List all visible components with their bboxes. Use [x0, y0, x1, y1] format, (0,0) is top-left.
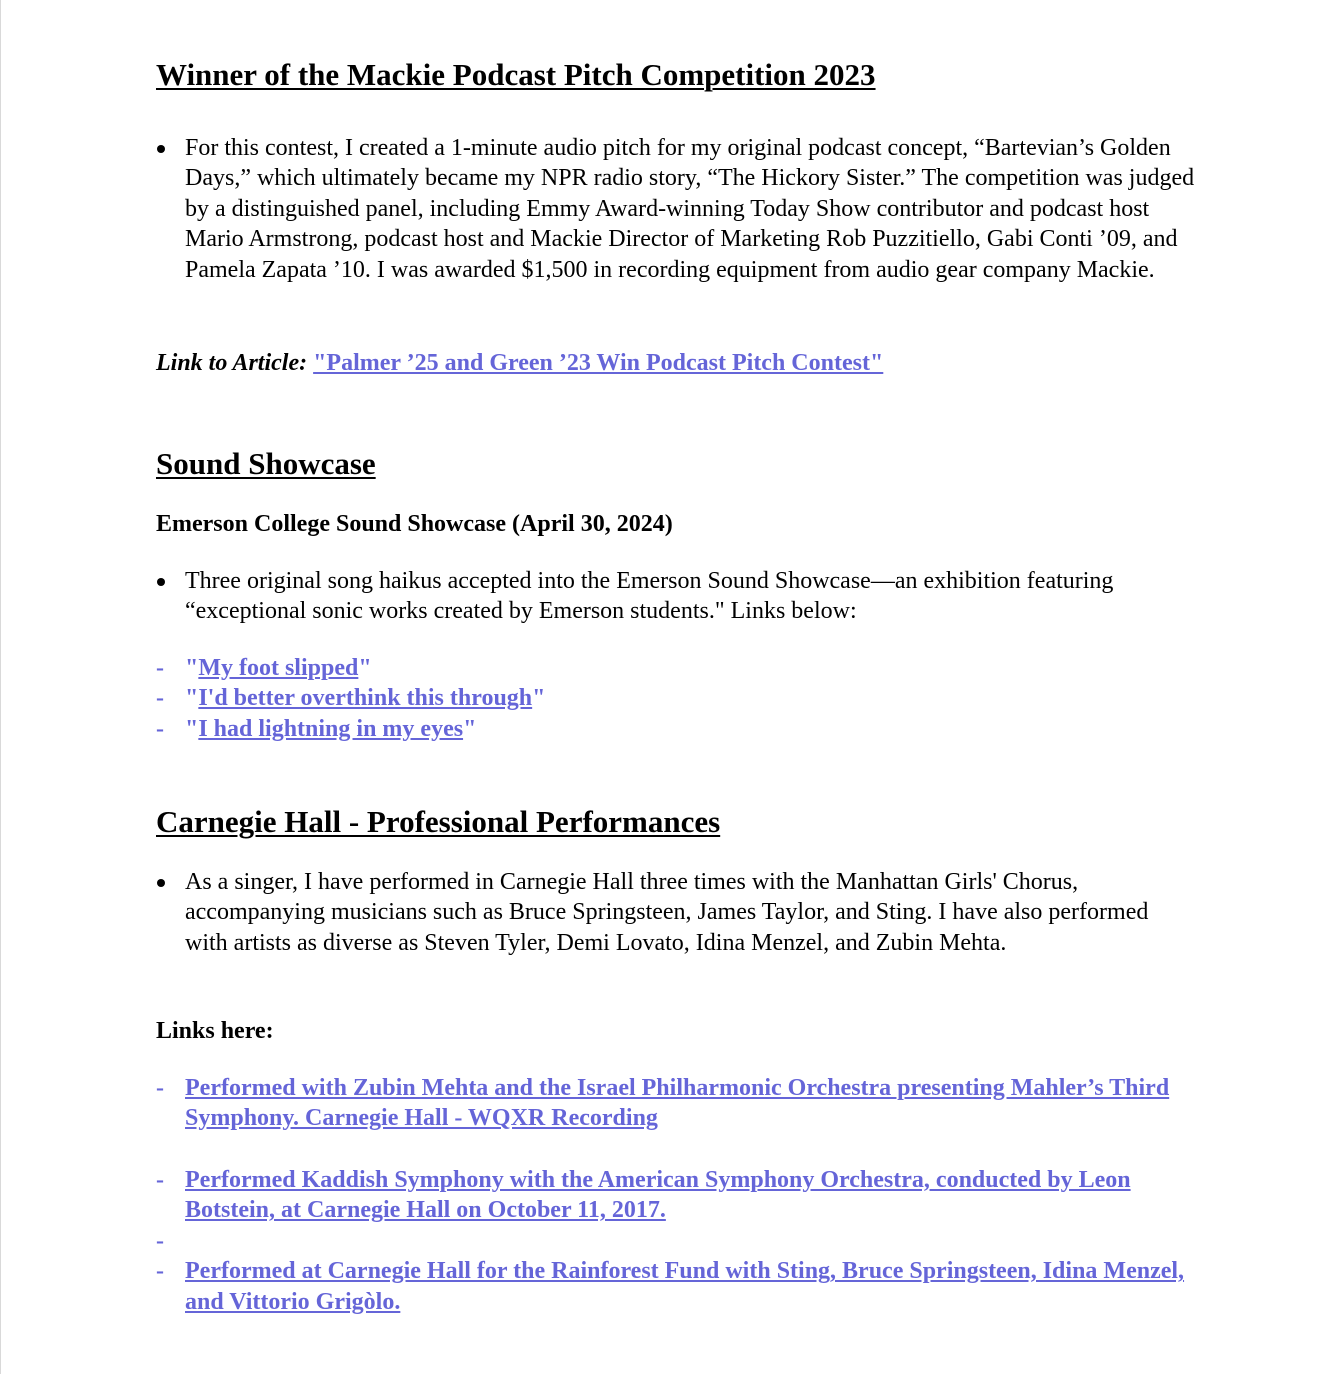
mackie-bullet-list — [156, 133, 1196, 285]
sound-bullet-list — [156, 566, 1196, 627]
carnegie-bullet-text: As a singer, I have performed in Carnegie Hall three times with the Manhattan Girls' Chorus, accompanying musicians such as Bruce Springsteen, James Taylor, and Sting. I have also performed with artists as diverse as Steven Tyler, Demi Lovato, Idina Menzel, and Zubin Mehta. — [185, 869, 1149, 956]
sound-link-overthink[interactable]: I'd better overthink this through — [198, 685, 533, 712]
carnegie-links-label: Links here: — [156, 1018, 274, 1044]
sound-bullet-item — [156, 566, 1196, 627]
dash-marker: - — [156, 1167, 164, 1193]
mackie-section-title: Winner of the Mackie Podcast Pitch Competition 2023 — [156, 57, 876, 92]
bullet-dot-icon — [157, 879, 165, 887]
open-quote: " — [185, 655, 199, 681]
dash-marker: - — [156, 715, 164, 742]
open-quote: " — [185, 715, 199, 742]
carnegie-link-item — [156, 1256, 1196, 1317]
sound-link-item — [156, 714, 1196, 744]
bullet-dot-icon — [157, 578, 165, 586]
sound-links-list — [156, 653, 1196, 744]
dash-marker: - — [156, 685, 164, 712]
article-link[interactable]: "Palmer ’25 and Green ’23 Win Podcast Pitch Contest" — [313, 350, 884, 376]
carnegie-link-item — [156, 1165, 1196, 1226]
mackie-article-line — [156, 348, 883, 378]
close-quote: " — [463, 715, 477, 742]
close-quote: " — [532, 685, 546, 712]
mackie-bullet-item — [156, 133, 1196, 285]
sound-section-title: Sound Showcase — [156, 446, 376, 481]
dash-marker: - — [156, 655, 164, 681]
sound-bullet-text: Three original song haikus accepted into the Emerson Sound Showcase—an exhibition featuring “exceptional sonic works created by Emerson students." Links below: — [185, 568, 1114, 625]
sound-link-item — [156, 683, 1196, 713]
article-link-label: Link to Article: — [156, 350, 308, 376]
carnegie-links-list — [156, 1073, 1196, 1134]
dash-marker: - — [156, 1258, 164, 1285]
dash-marker: - — [156, 1227, 164, 1254]
sound-link-lightning[interactable]: I had lightning in my eyes — [198, 715, 464, 742]
left-border — [0, 0, 1, 1374]
carnegie-bullet-list — [156, 867, 1196, 958]
carnegie-section-title: Carnegie Hall - Professional Performances — [156, 804, 721, 839]
carnegie-links-list-2 — [156, 1165, 1196, 1317]
close-quote: " — [358, 655, 372, 681]
carnegie-link-kaddish[interactable]: Performed Kaddish Symphony with the American Symphony Orchestra, conducted by Leon Botstein, at Carnegie Hall on October 11, 2017. — [185, 1167, 1131, 1224]
sound-link-item — [156, 653, 1196, 683]
carnegie-link-item-empty — [156, 1226, 1196, 1256]
carnegie-link-item — [156, 1073, 1196, 1134]
open-quote: " — [185, 685, 199, 712]
dash-marker: - — [156, 1075, 164, 1101]
bullet-dot-icon — [157, 145, 165, 153]
sound-link-my-foot-slipped[interactable]: My foot slipped — [198, 655, 359, 681]
mackie-bullet-text: For this contest, I created a 1-minute audio pitch for my original podcast concept, “Bartevian’s Golden Days,” which ultimately became my NPR radio story, “The Hickory Sister.” The competition was judged by a distinguished panel, including Emmy Award-winning Today Show contributor and podcast host Mario Armstrong, podcast host and Mackie Director of Marketing Rob Puzzitiello, Gabi Conti ’09, and Pamela Zapata ’10. I was awarded $1,500 in recording equipment from audio gear company Mackie. — [185, 135, 1195, 283]
carnegie-bullet-item — [156, 867, 1196, 958]
carnegie-link-rainforest[interactable]: Performed at Carnegie Hall for the Rainforest Fund with Sting, Bruce Springsteen, Idina Menzel, and Vittorio Grigòlo. — [185, 1258, 1185, 1315]
carnegie-link-mehta[interactable]: Performed with Zubin Mehta and the Israel Philharmonic Orchestra presenting Mahler’s Third Symphony. Carnegie Hall - WQXR Recording — [185, 1075, 1170, 1132]
sound-subtitle: Emerson College Sound Showcase (April 30, 2024) — [156, 511, 673, 537]
